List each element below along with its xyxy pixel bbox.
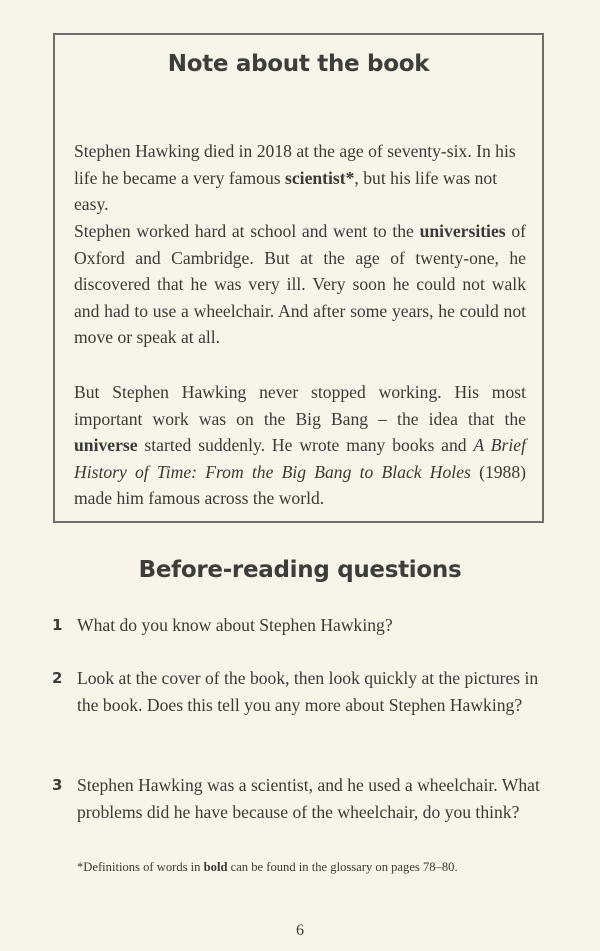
bold-term: scientist* <box>285 167 355 188</box>
question-text: What do you know about Stephen Hawking? <box>77 615 393 635</box>
page-number: 6 <box>296 922 304 939</box>
question-number: 1 <box>52 616 63 634</box>
note-paragraph-2 <box>74 218 526 351</box>
text: of Oxford and Cambridge. But at the age of twenty-one, he discovered that he was very ill. Very soon he could not walk and had to use a wheelchair. And after some years, he could not move or speak at all. <box>74 221 526 347</box>
text: started suddenly. He wrote many books and <box>137 435 474 455</box>
text: *Definitions of words in <box>77 860 204 874</box>
text: , but his life was not easy. <box>74 167 498 214</box>
question-number: 3 <box>52 776 63 794</box>
note-title: Note about the book <box>167 51 430 77</box>
footnote <box>77 860 458 875</box>
note-paragraph-3 <box>74 379 526 512</box>
text: Stephen Hawking died in 2018 at the age of seventy-six. In his life he became a very famous <box>74 141 516 188</box>
bold-term: universe <box>74 435 138 455</box>
question-text: Stephen Hawking was a scientist, and he used a wheelchair. What problems did he have because of the wheelchair, do you think? <box>77 775 540 822</box>
text: Stephen worked hard at school and went to the <box>74 221 420 241</box>
book-title: A Brief History of Time: From the Big Bang to Black Holes <box>74 435 526 482</box>
bold-term: bold <box>203 860 228 874</box>
question-text: Look at the cover of the book, then look quickly at the pictures in the book. Does this tell you any more about Stephen Hawking? <box>77 668 539 715</box>
bold-term: universities <box>419 221 506 241</box>
text: But Stephen Hawking never stopped working. His most important work was on the Big Bang – the idea that the <box>74 382 526 429</box>
text: can be found in the glossary on pages 78–80. <box>227 860 458 874</box>
question-number: 2 <box>52 669 63 687</box>
note-box <box>53 33 544 523</box>
questions-title: Before-reading questions <box>138 557 462 583</box>
note-paragraph-1 <box>74 138 526 218</box>
text: (1988) made him famous across the world. <box>74 461 526 508</box>
